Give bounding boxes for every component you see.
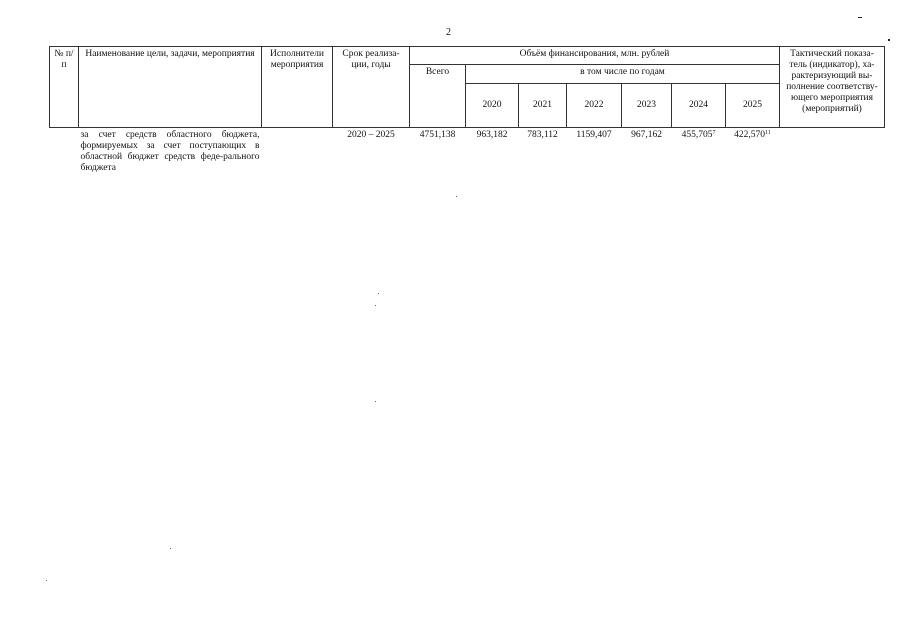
- header-num: № п/п: [50, 47, 79, 128]
- row-value-2022: 1159,407: [576, 130, 612, 140]
- row-indicator: [780, 128, 885, 177]
- row-value-2021: 783,112: [527, 130, 558, 140]
- row-value-2025: [726, 128, 780, 177]
- scan-speck: [375, 401, 376, 402]
- header-year: 2025: [726, 84, 780, 128]
- header-financing: Объём финансирования, млн. рублей: [410, 47, 780, 65]
- header-year: 2022: [567, 84, 622, 128]
- scan-speck: [46, 580, 47, 581]
- scan-mark: [858, 17, 862, 18]
- value-text: 455,705: [681, 130, 713, 140]
- row-num: [50, 128, 79, 177]
- value-text: 422,570: [734, 130, 766, 140]
- row-executors: [262, 128, 333, 177]
- header-by-years: в том числе по годам: [466, 65, 780, 84]
- header-year: 2020: [466, 84, 519, 128]
- header-year: 2023: [622, 84, 672, 128]
- header-total: Всего: [410, 65, 466, 128]
- row-value-2023: 967,162: [631, 130, 662, 140]
- row-period: 2020 – 2025: [347, 130, 395, 140]
- table-row: [50, 128, 885, 177]
- page-number: 2: [446, 27, 451, 38]
- header-year: 2024: [672, 84, 726, 128]
- row-total: 4751,138: [419, 130, 456, 140]
- row-value-2020: 963,182: [476, 130, 508, 140]
- scan-speck: [456, 196, 457, 197]
- header-year: 2021: [519, 84, 567, 128]
- header-name: Наименование цели, задачи, мероприятия: [79, 47, 262, 128]
- row-value-2024: [672, 128, 726, 177]
- financing-table: [49, 46, 885, 176]
- scan-speck: [375, 305, 376, 306]
- header-period: Срок реализа-ции, годы: [333, 47, 410, 128]
- footnote-marker: 7: [712, 130, 716, 136]
- header-executors: Исполнители мероприятия: [262, 47, 333, 128]
- footnote-marker: 11: [765, 130, 771, 136]
- scan-speck: [170, 548, 171, 549]
- scan-mark: [888, 39, 890, 41]
- header-indicator: Тактический показа-тель (индикатор), ха-рактеризующий вы-полнение соответству-ющего мероприятия (мероприятий): [780, 47, 885, 128]
- row-name: за счет средств областного бюджета, формируемых за счет поступающих в областной бюджет средств феде-рального бюджета: [80, 130, 260, 173]
- scan-speck: [378, 293, 379, 294]
